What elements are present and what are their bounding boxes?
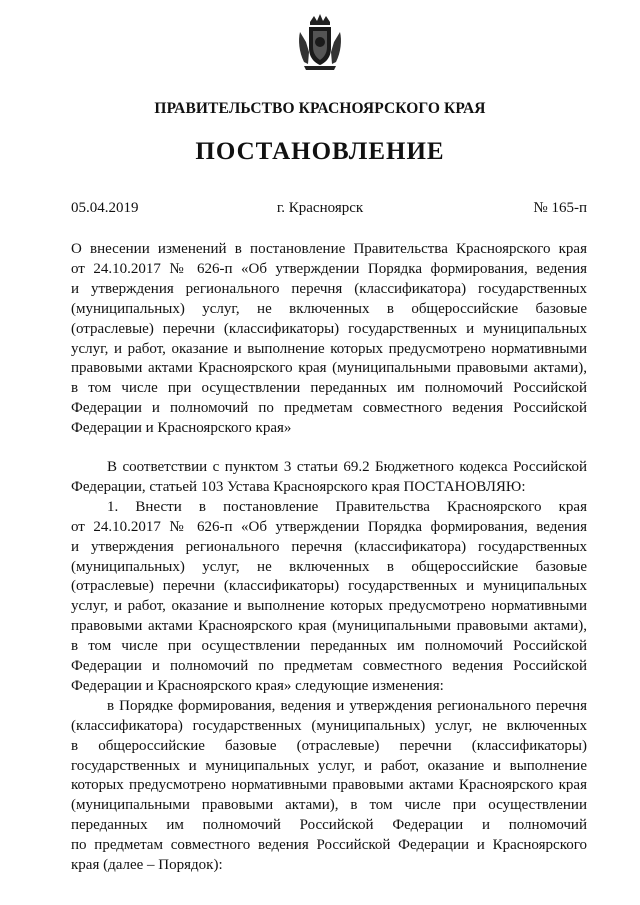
body-line: (классификатора) государственных (муниципальных) услуг, не включенных [71, 717, 587, 734]
body-line: (муниципальных) услуг, не включенных в общероссийские базовые [71, 558, 587, 575]
body-line: и утверждения регионального перечня (классификатора) государственных [71, 538, 587, 555]
body-line: переданных им полномочий Российской Федерации и полномочий [71, 817, 587, 834]
body-line: в Порядке формирования, ведения и утверждения регионального перечня [107, 697, 587, 714]
document-type: ПОСТАНОВЛЕНИЕ [195, 138, 445, 165]
document-date: 05.04.2019 [71, 200, 139, 216]
body-line: правовыми актами Красноярского края (муниципальными правовыми актами), [71, 618, 587, 635]
title-line: Федерации и Красноярского края» [71, 420, 292, 437]
title-line: (муниципальных) услуг, не включенных в общероссийские базовые [71, 300, 587, 317]
title-line: услуг, и работ, оказание и выполнение которых предусмотрено нормативными [71, 340, 587, 357]
body-line: (отраслевые) перечни (классификаторы) государственных и муниципальных [71, 578, 587, 595]
body-line: В соответствии с пунктом 3 статьи 69.2 Бюджетного кодекса Российской [107, 459, 587, 475]
body-line: 1. Внести в постановление Правительства Красноярского края [107, 498, 587, 515]
title-line: правовыми актами Красноярского края (муниципальными правовыми актами), [71, 360, 587, 377]
body-line: (муниципальными правовыми актами), в том числе при осуществлении [71, 797, 587, 814]
body-line: края (далее – Порядок): [71, 857, 223, 873]
title-line: (отраслевые) перечни (классификаторы) государственных и муниципальных [71, 320, 587, 337]
organization-name: ПРАВИТЕЛЬСТВО КРАСНОЯРСКОГО КРАЯ [154, 100, 486, 117]
body-line: Федерации и Красноярского края» следующие изменения: [71, 677, 444, 694]
body-line: Федерации и полномочий по предметам совместного ведения Российской [71, 658, 587, 674]
body-line: в том числе при осуществлении переданных им полномочий Российской [71, 638, 587, 655]
coat-of-arms-emblem [296, 12, 344, 72]
body-line: государственных и муниципальных услуг, и работ, оказание и выполнение [71, 757, 587, 774]
title-line: О внесении изменений в постановление Правительства Красноярского края [71, 241, 587, 257]
title-line: Федерации и полномочий по предметам совместного ведения Российской [71, 400, 587, 417]
body-line: услуг, и работ, оказание и выполнение которых предусмотрено нормативными [71, 598, 587, 615]
body-line: от 24.10.2017 № 626-п «Об утверждении Порядка формирования, ведения [71, 518, 587, 535]
body-line: по предметам совместного ведения Российской Федерации и Красноярского [71, 837, 587, 854]
body-line: которых предусмотрено нормативными правовыми актами Красноярского края [71, 777, 587, 794]
title-line: и утверждения регионального перечня (классификатора) государственных [71, 280, 587, 297]
document-number: № 165-п [533, 200, 587, 216]
title-line: в том числе при осуществлении переданных им полномочий Российской [71, 380, 587, 397]
title-line: от 24.10.2017 № 626-п «Об утверждении Порядка формирования, ведения [71, 260, 587, 277]
document-city: г. Красноярск [276, 200, 364, 216]
body-line: Федерации, статьей 103 Устава Красноярского края ПОСТАНОВЛЯЮ: [71, 478, 526, 495]
body-line: в общероссийские базовые (отраслевые) перечни (классификаторы) [71, 737, 587, 754]
